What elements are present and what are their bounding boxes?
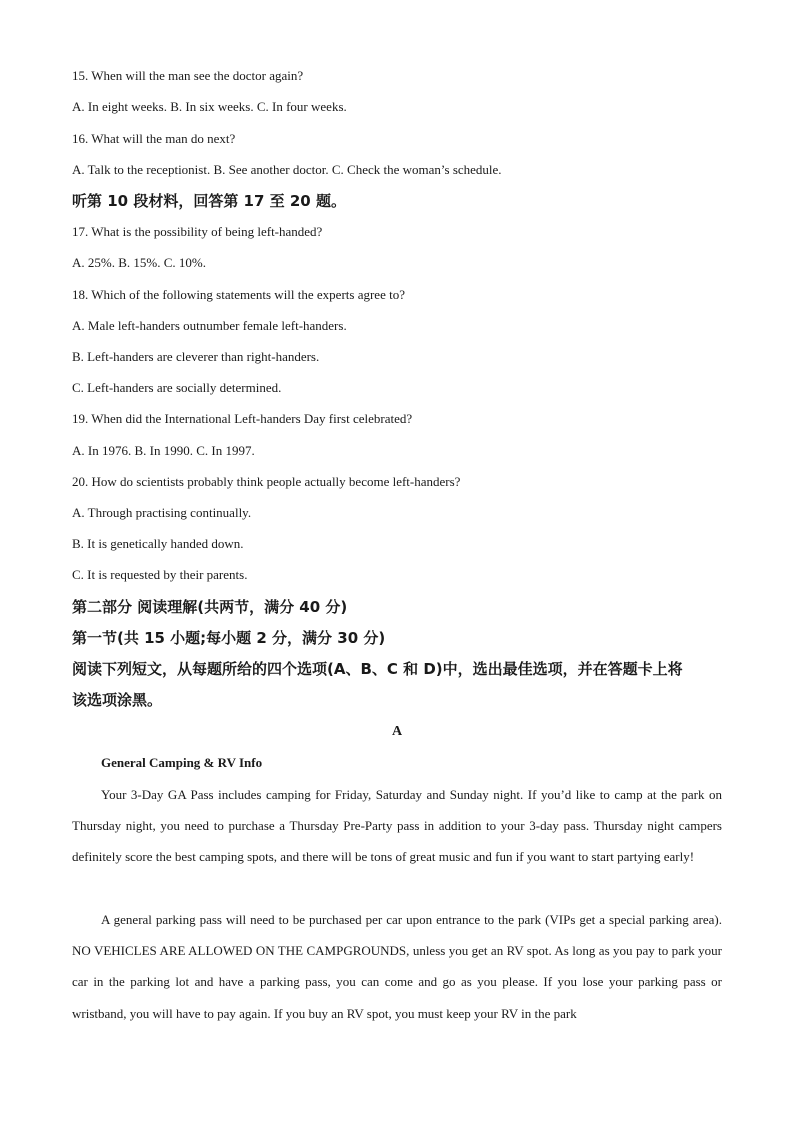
question-19-options: A. In 1976. B. In 1990. C. In 1997. bbox=[72, 443, 255, 458]
part-two-title: 第二部分 阅读理解(共两节，满分 40 分) bbox=[72, 598, 348, 616]
question-15-options: A. In eight weeks. B. In six weeks. C. In four weeks. bbox=[72, 99, 347, 114]
question-17-options: A. 25%. B. 15%. C. 10%. bbox=[72, 255, 206, 270]
question-20-option-b: B. It is genetically handed down. bbox=[72, 536, 244, 551]
question-20: 20. How do scientists probably think people actually become left-handers? bbox=[72, 474, 461, 489]
paragraph-1-text: Your 3-Day GA Pass includes camping for Friday, Saturday and Sunday night. If you’d like to camp at the park on Thursday night, you need to purchase a Thursday Pre-Party pass in addition to your 3-day pass. Thursday night campers definitely score the best camping spots, and there will be tons of great music and fun if you want to start partying early! bbox=[72, 787, 722, 865]
reading-instruction-line-2: 该选项涂黑。 bbox=[72, 691, 163, 709]
passage-title: General Camping & RV Info bbox=[101, 755, 263, 770]
question-17: 17. What is the possibility of being left-handed? bbox=[72, 224, 323, 239]
paragraph-2 bbox=[72, 904, 722, 1029]
section-one-title: 第一节(共 15 小题;每小题 2 分，满分 30 分) bbox=[72, 629, 386, 647]
reading-instruction-line-1: 阅读下列短文，从每题所给的四个选项(A、B、C 和 D)中，选出最佳选项，并在答题卡上将 bbox=[72, 660, 683, 678]
question-18: 18. Which of the following statements will the experts agree to? bbox=[72, 287, 405, 302]
question-19: 19. When did the International Left-handers Day first celebrated? bbox=[72, 411, 413, 426]
question-16-options: A. Talk to the receptionist. B. See another doctor. C. Check the woman’s schedule. bbox=[72, 162, 502, 177]
question-16: 16. What will the man do next? bbox=[72, 131, 236, 146]
question-18-option-a: A. Male left-handers outnumber female left-handers. bbox=[72, 318, 347, 333]
question-15: 15. When will the man see the doctor again? bbox=[72, 68, 304, 83]
paragraph-2-text: A general parking pass will need to be purchased per car upon entrance to the park (VIPs get a special parking area). NO VEHICLES ARE ALLOWED ON THE CAMPGROUNDS, unless you get an RV spot. As long as you pay to park your car in the parking lot and have a parking pass, you can come and go as you please. If you lose your parking pass or wristband, you will have to pay again. If you buy an RV spot, you must keep your RV in the park bbox=[72, 912, 722, 1021]
question-20-option-c: C. It is requested by their parents. bbox=[72, 567, 248, 582]
paragraph-1 bbox=[72, 779, 722, 873]
question-20-option-a: A. Through practising continually. bbox=[72, 505, 252, 520]
section-10-instruction: 听第 10 段材料，回答第 17 至 20 题。 bbox=[72, 192, 346, 210]
question-18-option-b: B. Left-handers are cleverer than right-handers. bbox=[72, 349, 320, 364]
passage-label: A bbox=[391, 724, 403, 739]
question-18-option-c: C. Left-handers are socially determined. bbox=[72, 380, 282, 395]
